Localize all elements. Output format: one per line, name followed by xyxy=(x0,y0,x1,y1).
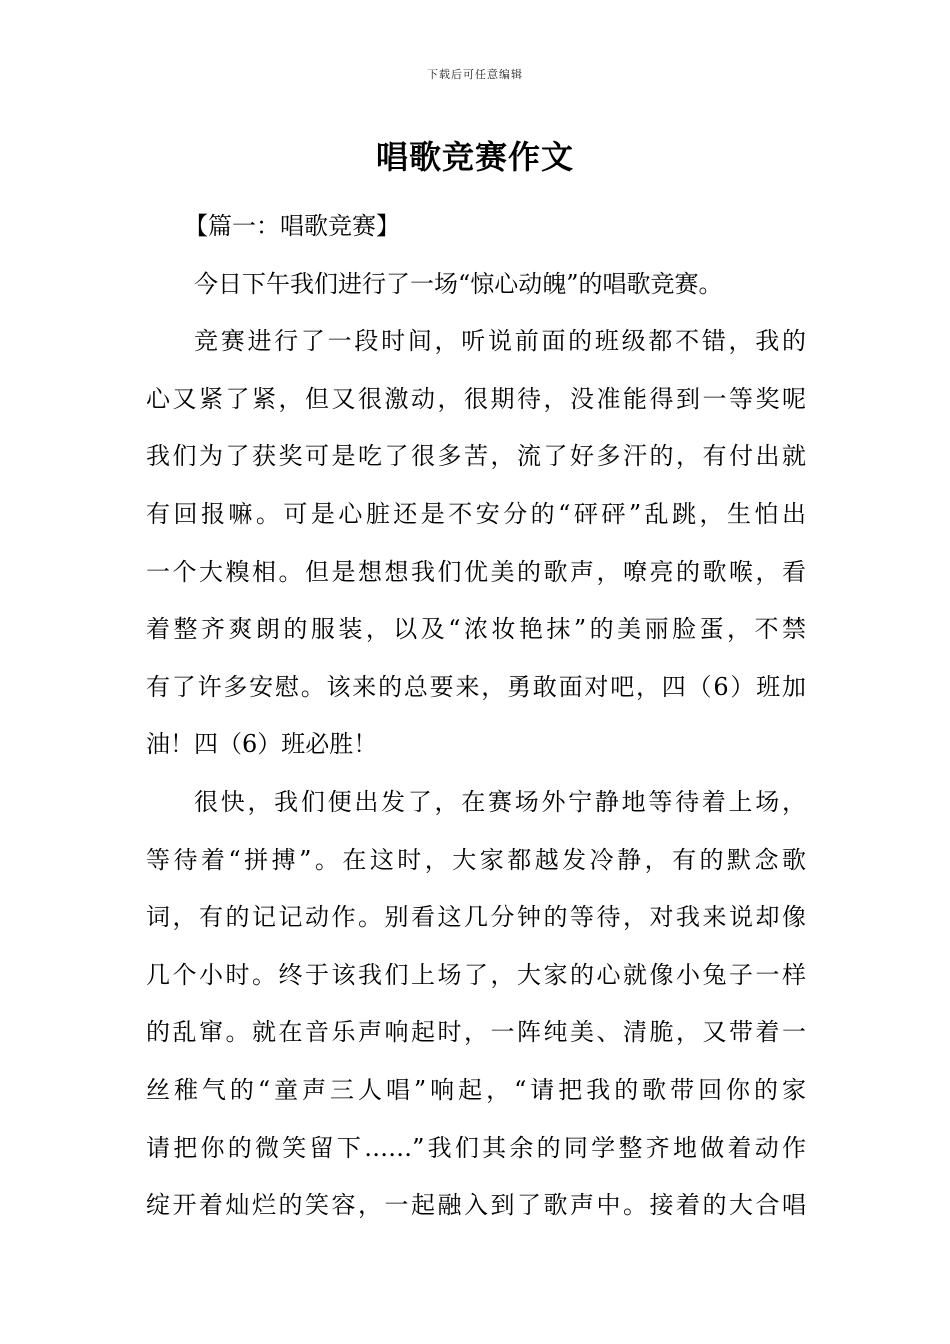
header-note: 下载后可任意编辑 xyxy=(427,68,523,81)
paragraph-line: 油！四（6）班必胜！ xyxy=(146,730,378,759)
paragraph-line: 有了许多安慰。该来的总要来，勇敢面对吧，四（6）班加 xyxy=(146,672,806,701)
paragraph-line: 的乱窜。就在音乐声响起时，一阵纯美、清脆，又带着一 xyxy=(146,1018,806,1047)
document-title: 唱歌竞赛作文 xyxy=(375,138,574,176)
paragraph-line: 很快，我们便出发了，在赛场外宁静地等待着上场， xyxy=(194,787,806,816)
paragraph-line: 几个小时。终于该我们上场了，大家的心就像小兔子一样 xyxy=(146,960,806,989)
paragraph-line: 心又紧了紧，但又很激动，很期待，没准能得到一等奖呢 xyxy=(146,384,806,413)
paragraph-line: 有回报嘛。可是心脏还是不安分的“砰砰”乱跳，生怕出 xyxy=(146,499,806,528)
section-heading: 【篇一：唱歌竞赛】 xyxy=(184,212,400,240)
paragraph-1 xyxy=(146,256,806,314)
paragraph-3 xyxy=(146,774,806,1235)
paragraph-2 xyxy=(146,313,806,774)
document-body xyxy=(146,198,806,1235)
paragraph-line: 等待着“拼搏”。在这时，大家都越发冷静，有的默念歌 xyxy=(146,845,806,874)
paragraph-line: 今日下午我们进行了一场“惊心动魄”的唱歌竞赛。 xyxy=(194,269,723,298)
paragraph-line: 我们为了获奖可是吃了很多苦，流了好多汗的，有付出就 xyxy=(146,442,806,471)
paragraph-line: 着整齐爽朗的服装，以及“浓妆艳抹”的美丽脸蛋，不禁 xyxy=(146,615,806,644)
paragraph-line: 竞赛进行了一段时间，听说前面的班级都不错，我的 xyxy=(194,327,806,356)
paragraph-line: 丝稚气的“童声三人唱”响起，“请把我的歌带回你的家 xyxy=(146,1075,806,1104)
paragraph-line: 一个大糗相。但是想想我们优美的歌声，嘹亮的歌喉，看 xyxy=(146,557,806,586)
paragraph-line: 请把你的微笑留下……”我们其余的同学整齐地做着动作 xyxy=(146,1133,806,1162)
paragraph-line: 绽开着灿烂的笑容，一起融入到了歌声中。接着的大合唱 xyxy=(146,1191,806,1220)
paragraph-line: 词，有的记记动作。别看这几分钟的等待，对我来说却像 xyxy=(146,903,806,932)
